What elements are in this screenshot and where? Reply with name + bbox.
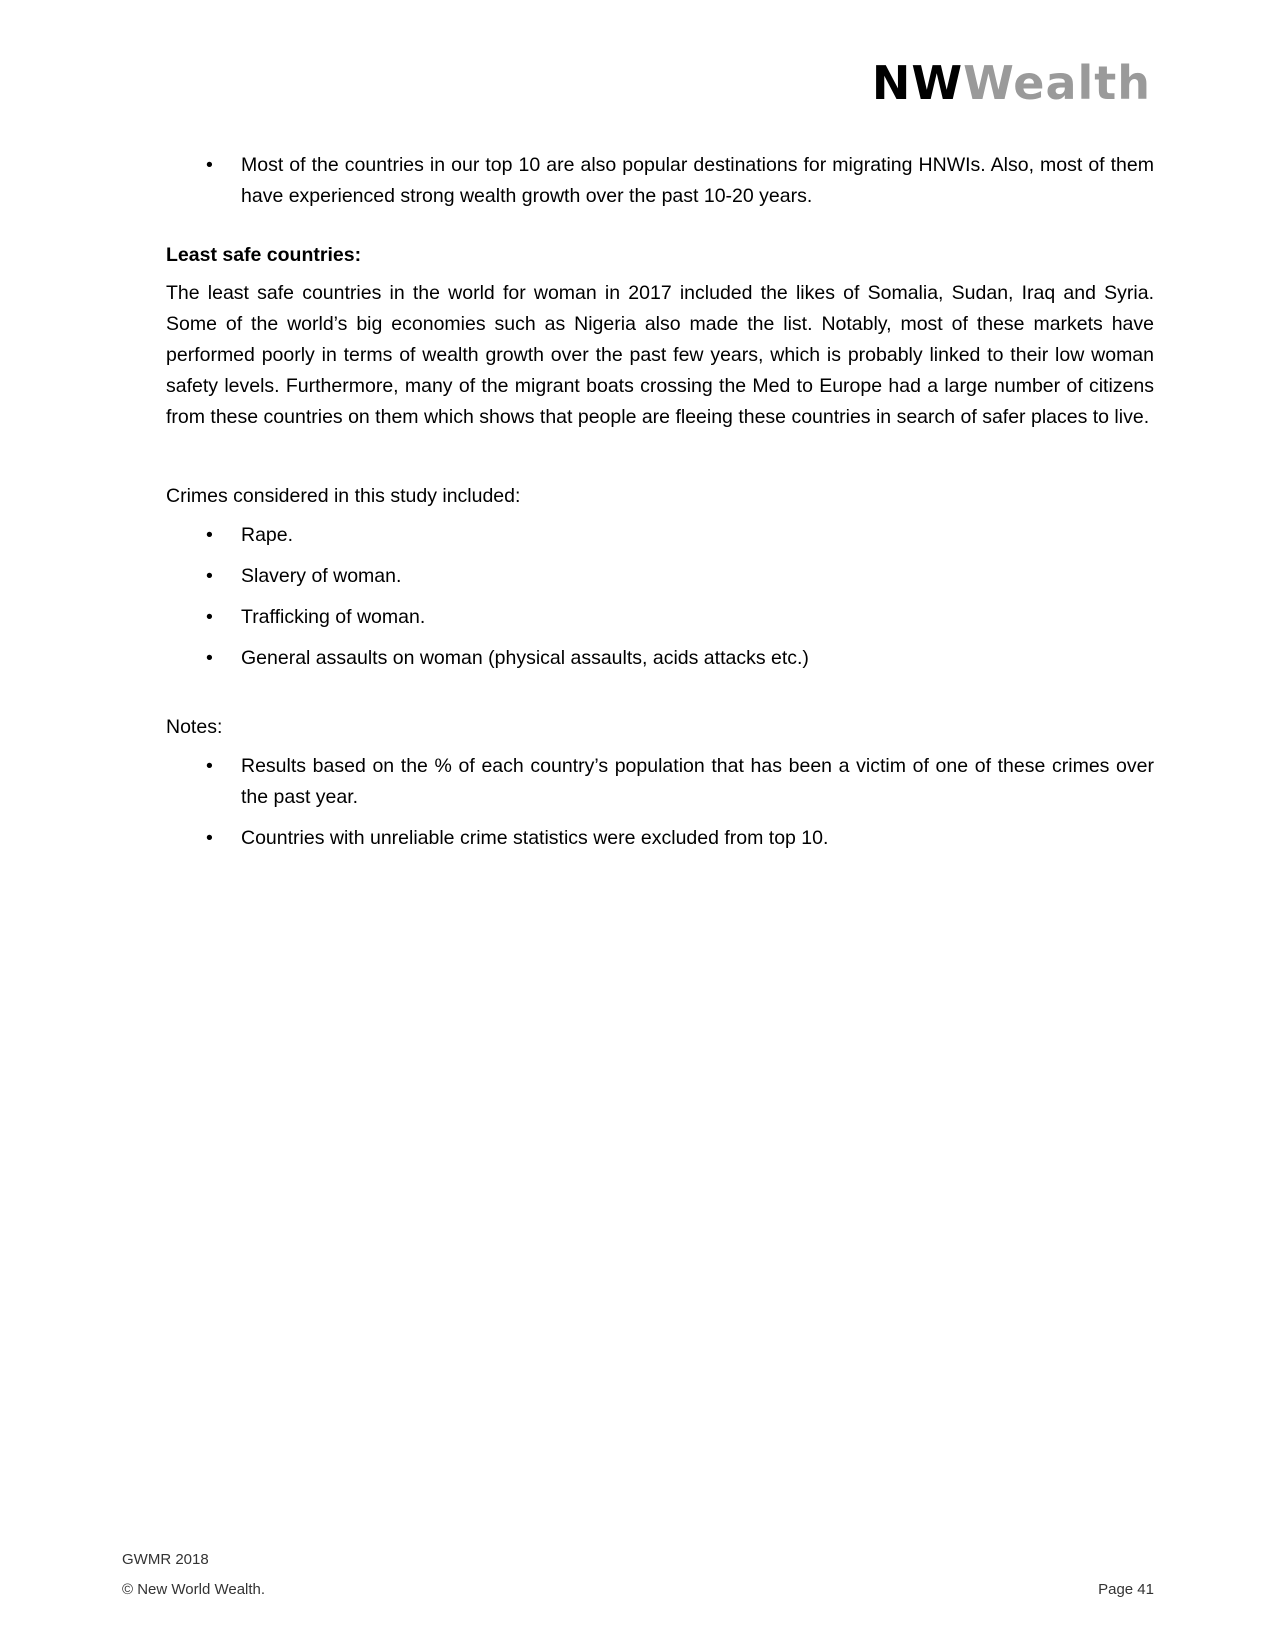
crime-item-text: Slavery of woman. bbox=[241, 565, 402, 587]
footer-copyright: © New World Wealth. bbox=[122, 1581, 266, 1598]
crime-item-text: General assaults on woman (physical assaults, acids attacks etc.) bbox=[241, 647, 809, 669]
footer-left bbox=[122, 1545, 265, 1605]
notes-list bbox=[166, 751, 1154, 854]
least-safe-paragraph: The least safe countries in the world for woman in 2017 included the likes of Somalia, Sudan, Iraq and Syria. Some of the world’s big economies such as Nigeria also made the list. Notably, most of these markets have performed poorly in terms of wealth growth over the past few years, which is probably linked to their low woman safety levels. Furthermore, many of the migrant boats crossing the Med to Europe had a large number of citizens from these countries on them which shows that people are fleeing these countries in search of safer places to live. bbox=[166, 282, 1154, 428]
list-item bbox=[166, 150, 1154, 212]
note-item-text: Results based on the % of each country’s population that has been a victim of one of these crimes over the past year. bbox=[241, 755, 1154, 808]
list-item bbox=[166, 643, 1154, 674]
bullet-icon: • bbox=[206, 565, 213, 587]
page-content bbox=[166, 150, 1154, 864]
page-number: Page 41 bbox=[1098, 1581, 1154, 1598]
bullet-icon: • bbox=[206, 827, 213, 849]
list-item bbox=[166, 751, 1154, 813]
intro-bullet-text: Most of the countries in our top 10 are also popular destinations for migrating HNWIs. Also, most of them have experienced strong wealth growth over the past 10-20 years. bbox=[241, 154, 1154, 207]
list-item bbox=[166, 561, 1154, 592]
nwwealth-logo bbox=[871, 56, 1151, 110]
list-item bbox=[166, 602, 1154, 633]
crime-item-text: Rape. bbox=[241, 524, 294, 546]
logo-wealth-text: Wealth bbox=[963, 56, 1151, 110]
crime-item-text: Trafficking of woman. bbox=[241, 606, 426, 628]
notes-label: Notes: bbox=[166, 716, 223, 738]
note-item-text: Countries with unreliable crime statistics were excluded from top 10. bbox=[241, 827, 829, 849]
logo-nw-text: NW bbox=[871, 56, 964, 110]
least-safe-heading: Least safe countries: bbox=[166, 244, 362, 266]
intro-bullet-list bbox=[166, 150, 1154, 212]
list-item bbox=[166, 823, 1154, 854]
bullet-icon: • bbox=[206, 647, 213, 669]
list-item bbox=[166, 520, 1154, 551]
bullet-icon: • bbox=[206, 524, 213, 546]
bullet-icon: • bbox=[206, 154, 213, 176]
bullet-icon: • bbox=[206, 755, 213, 777]
bullet-icon: • bbox=[206, 606, 213, 628]
crimes-intro: Crimes considered in this study included: bbox=[166, 485, 521, 507]
footer-report-name: GWMR 2018 bbox=[122, 1551, 209, 1568]
crimes-list bbox=[166, 520, 1154, 674]
